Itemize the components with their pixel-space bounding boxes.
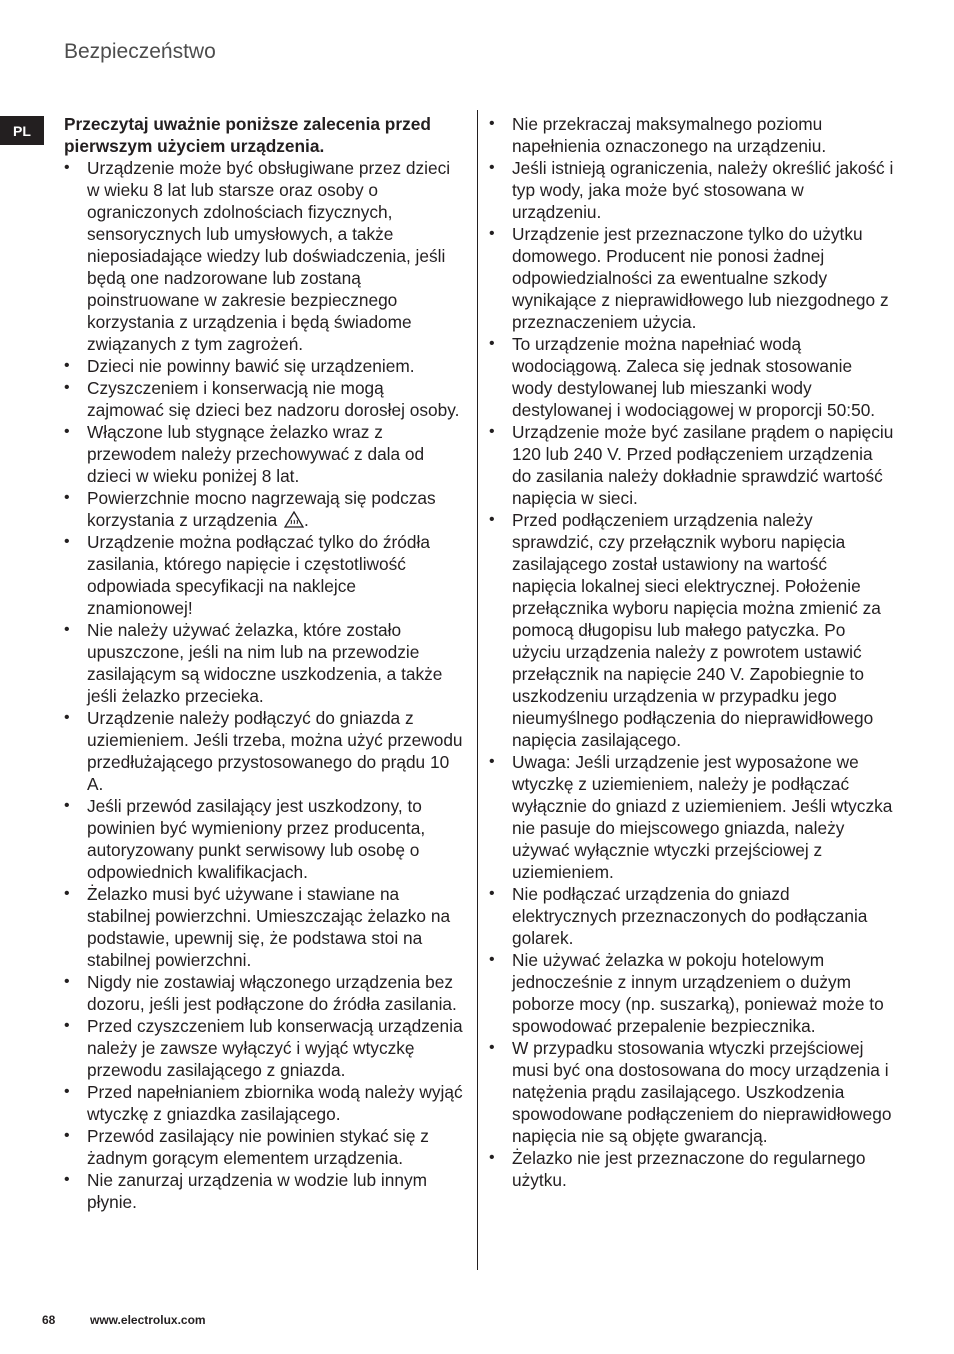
list-item: • Czyszczeniem i konserwacją nie mogą zajmować się dzieci bez nadzoru dorosłej osoby.: [64, 377, 464, 421]
right-column: [489, 113, 894, 1191]
list-item-text: Powierzchnie mocno nagrzewają się podczas korzystania z urządzenia: [87, 488, 436, 530]
left-safety-list: [64, 157, 464, 1213]
list-item: • Żelazko nie jest przeznaczone do regularnego użytku.: [489, 1147, 894, 1191]
list-item: • Przed napełnianiem zbiornika wodą należy wyjąć wtyczkę z gniazdka zasilającego.: [64, 1081, 464, 1125]
list-item: • Włączone lub stygnące żelazko wraz z przewodem należy przechowywać z dala od dzieci w wieku poniżej 8 lat.: [64, 421, 464, 487]
list-item: • Nie podłączać urządzenia do gniazd elektrycznych przeznaczonych do podłączania golarek.: [489, 883, 894, 949]
list-item: • To urządzenie można napełniać wodą wodociągową. Zaleca się jednak stosowanie wody destylowanej lub mieszanki wody destylowanej i wodociągowej w proporcji 50:50.: [489, 333, 894, 421]
list-item: • Przewód zasilający nie powinien stykać się z żadnym gorącym elementem urządzenia.: [64, 1125, 464, 1169]
list-item-hot-surface: • Powierzchnie mocno nagrzewają się podczas korzystania z urządzenia .: [64, 487, 464, 531]
list-item: • Jeśli przewód zasilający jest uszkodzony, to powinien być wymieniony przez producenta, autoryzowany punkt serwisowy lub osobę o odpowiednich kwalifikacjach.: [64, 795, 464, 883]
list-item: • Żelazko musi być używane i stawiane na stabilnej powierzchni. Umieszczając żelazko na podstawie, upewnij się, że podstawa stoi na stabilnej powierzchni.: [64, 883, 464, 971]
list-item: • Urządzenie należy podłączyć do gniazda z uziemieniem. Jeśli trzeba, można użyć przewodu przedłużającego przystosowanego do prądu 10 A.: [64, 707, 464, 795]
list-item: • Urządzenie może być obsługiwane przez dzieci w wieku 8 lat lub starsze oraz osoby o ograniczonych zdolnościach fizycznych, sensorycznych lub umysłowych, a także nieposiadające wiedzy lub doświadczenia, jeśli będą one nadzorowane lub zostaną poinstruowane w zakresie bezpiecznego korzystania z urządzenia i będą świadome związanych z tym zagrożeń.: [64, 157, 464, 355]
list-item: • Urządzenie może być zasilane prądem o napięciu 120 lub 240 V. Przed podłączeniem urządzenia do zasilania należy dokładnie sprawdzić wartość napięcia w sieci.: [489, 421, 894, 509]
list-item: • Przed czyszczeniem lub konserwacją urządzenia należy je zawsze wyłączyć i wyjąć wtyczkę przewodu zasilającego z gniazda.: [64, 1015, 464, 1081]
list-item: • Nigdy nie zostawiaj włączonego urządzenia bez dozoru, jeśli jest podłączone do źródła zasilania.: [64, 971, 464, 1015]
footer-url: www.electrolux.com: [90, 1313, 206, 1327]
hot-surface-warning-icon: [284, 511, 304, 528]
section-title: Bezpieczeństwo: [64, 40, 216, 63]
list-item: • Nie przekraczaj maksymalnego poziomu napełnienia oznaczonego na urządzeniu.: [489, 113, 894, 157]
list-item: • Nie zanurzaj urządzenia w wodzie lub innym płynie.: [64, 1169, 464, 1213]
list-item: • Urządzenie można podłączać tylko do źródła zasilania, którego napięcie i częstotliwość odpowiada specyfikacji na naklejce znamionowej!: [64, 531, 464, 619]
list-item: • W przypadku stosowania wtyczki przejściowej musi być ona dostosowana do mocy urządzenia i natężenia prądu zasilającego. Uszkodzenia spowodowane podłączeniem do nieprawidłowego napięcia nie są objęte gwarancją.: [489, 1037, 894, 1147]
right-safety-list: [489, 113, 894, 1191]
language-tab: PL: [0, 116, 44, 145]
intro-text: Przeczytaj uważnie poniższe zalecenia przed pierwszym użyciem urządzenia.: [64, 114, 431, 156]
list-item: • Uwaga: Jeśli urządzenie jest wyposażone we wtyczkę z uziemieniem, należy je podłączać wyłącznie do gniazd z uziemieniem. Jeśli wtyczka nie pasuje do miejscowego gniazda, należy używać wyłącznie wtyczki przejściowej z uziemieniem.: [489, 751, 894, 883]
list-item: • Urządzenie jest przeznaczone tylko do użytku domowego. Producent nie ponosi żadnej odpowiedzialności za ewentualne szkody wynikające z nieprawidłowego lub niezgodnego z przeznaczeniem użycia.: [489, 223, 894, 333]
list-item: • Dzieci nie powinny bawić się urządzeniem.: [64, 355, 464, 377]
list-item: • Nie należy używać żelazka, które zostało upuszczone, jeśli na nim lub na przewodzie zasilającym są widoczne uszkodzenia, a także jeśli żelazko przecieka.: [64, 619, 464, 707]
list-item: • Jeśli istnieją ograniczenia, należy określić jakość i typ wody, jaka może być stosowana w urządzeniu.: [489, 157, 894, 223]
page-number: 68: [42, 1313, 56, 1327]
list-item: • Przed podłączeniem urządzenia należy sprawdzić, czy przełącznik wyboru napięcia zasilającego został ustawiony na wartość napięcia lokalnej sieci elektrycznej. Położenie przełącznika wyboru napięcia można zmienić za pomocą długopisu lub małego patyczka. Po użyciu urządzenia należy z powrotem ustawić przełącznik na napięcie 240 V. Zapobiegnie to uszkodzeniu urządzenia w przypadku jego nieumyślnego podłączenia do nieprawidłowego napięcia zasilającego.: [489, 509, 894, 751]
column-divider: [477, 110, 478, 1270]
left-column: [64, 113, 464, 1213]
list-item: • Nie używać żelazka w pokoju hotelowym jednocześnie z innym urządzeniem o dużym poborze mocy (np. suszarką), ponieważ może to spowodować przepalenie bezpiecznika.: [489, 949, 894, 1037]
